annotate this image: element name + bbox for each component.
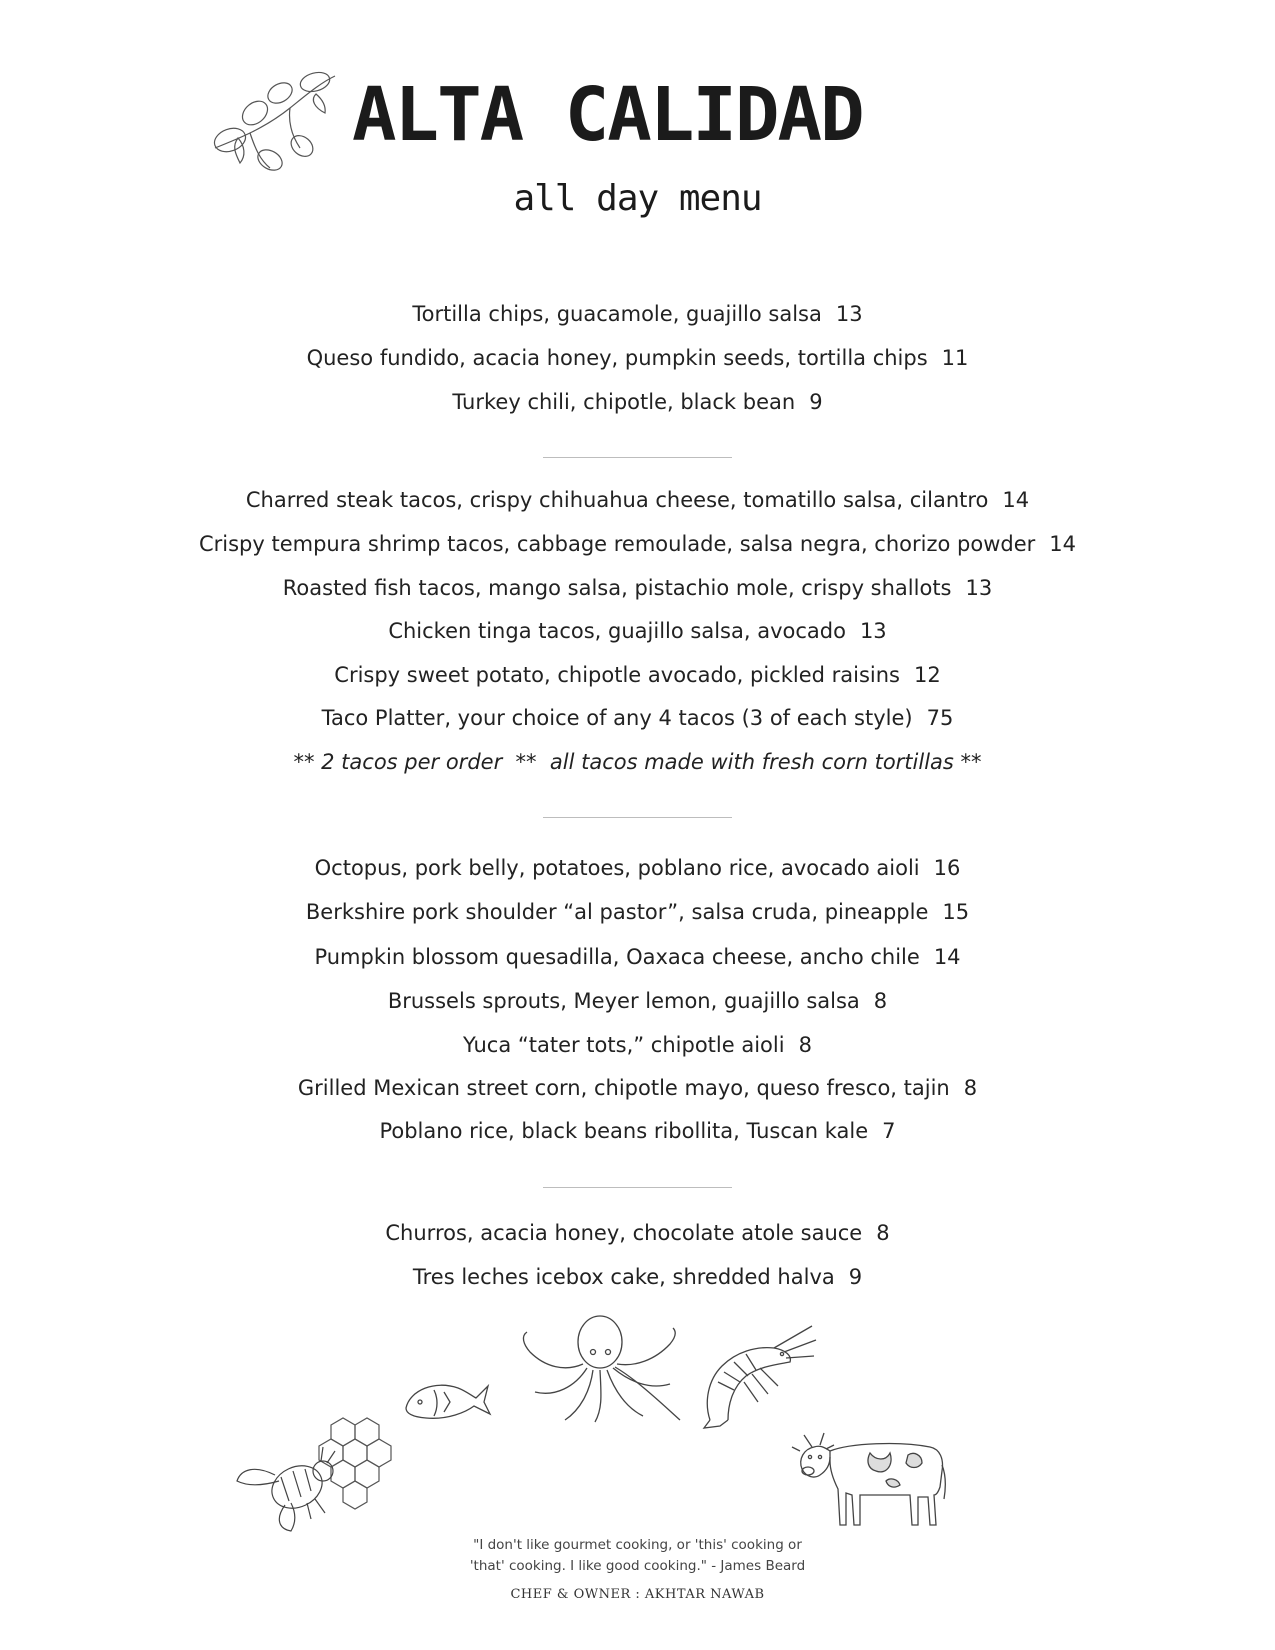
item-price: 13 — [835, 302, 863, 326]
restaurant-title: ALTA CALIDAD — [352, 72, 863, 158]
menu-item — [0, 532, 1275, 557]
item-price: 14 — [933, 945, 961, 969]
menu-item — [0, 488, 1275, 513]
fish-icon — [400, 1368, 492, 1424]
item-price: 15 — [942, 900, 970, 924]
item-name: Charred steak tacos, crispy chihuahua cheese, tomatillo salsa, cilantro — [245, 488, 989, 512]
item-name: Queso fundido, acacia honey, pumpkin seeds, tortilla chips — [306, 346, 928, 370]
quote-line: "I don't like gourmet cooking, or 'this' cooking or — [473, 1537, 802, 1553]
item-price: 75 — [926, 706, 954, 730]
leaf-sprig-icon — [210, 68, 340, 173]
menu-item — [0, 302, 1275, 327]
menu-item — [0, 900, 1275, 925]
menu-item — [0, 663, 1275, 688]
item-name: Crispy tempura shrimp tacos, cabbage remoulade, salsa negra, chorizo powder — [198, 532, 1036, 556]
menu-item — [0, 1221, 1275, 1246]
item-name: Roasted fish tacos, mango salsa, pistachio mole, crispy shallots — [282, 576, 952, 600]
taco-note: ** 2 tacos per order ** all tacos made with fresh corn tortillas ** — [293, 750, 982, 774]
shrimp-icon — [700, 1322, 818, 1430]
item-price: 9 — [848, 1265, 863, 1289]
item-name: Octopus, pork belly, potatoes, poblano rice, avocado aioli — [314, 856, 920, 880]
item-price: 8 — [873, 989, 888, 1013]
item-price: 7 — [882, 1119, 896, 1143]
menu-item — [0, 945, 1275, 970]
section-divider — [543, 817, 732, 818]
menu-item — [0, 619, 1275, 644]
cow-icon — [790, 1425, 948, 1533]
menu-item — [0, 706, 1275, 731]
menu-item — [0, 989, 1275, 1014]
menu-item — [0, 1076, 1275, 1101]
item-price: 13 — [859, 619, 887, 643]
menu-subtitle: all day menu — [513, 178, 762, 219]
item-price: 8 — [876, 1221, 890, 1245]
item-name: Churros, acacia honey, chocolate atole sauce — [385, 1221, 863, 1245]
item-name: Brussels sprouts, Meyer lemon, guajillo salsa — [387, 989, 860, 1013]
menu-item — [0, 346, 1275, 371]
menu-item — [0, 1033, 1275, 1058]
item-name: Berkshire pork shoulder “al pastor”, salsa cruda, pineapple — [305, 900, 929, 924]
item-name: Chicken tinga tacos, guajillo salsa, avocado — [388, 619, 846, 643]
bee-honeycomb-icon — [235, 1415, 393, 1533]
item-price: 8 — [798, 1033, 812, 1057]
item-price: 16 — [933, 856, 961, 880]
item-price: 13 — [965, 576, 993, 600]
item-name: Taco Platter, your choice of any 4 tacos (3 of each style) — [321, 706, 913, 730]
item-name: Tortilla chips, guacamole, guajillo salsa — [412, 302, 822, 326]
item-price: 9 — [809, 390, 823, 414]
item-name: Tres leches icebox cake, shredded halva — [412, 1265, 835, 1289]
item-name: Poblano rice, black beans ribollita, Tuscan kale — [379, 1119, 869, 1143]
footer-quote — [460, 1535, 815, 1577]
item-price: 12 — [913, 663, 941, 687]
item-name: Crispy sweet potato, chipotle avocado, pickled raisins — [334, 663, 900, 687]
item-name: Grilled Mexican street corn, chipotle mayo, queso fresco, tajin — [297, 1076, 950, 1100]
quote-line: 'that' cooking. I like good cooking." - James Beard — [469, 1557, 806, 1574]
item-name: Yuca “tater tots,” chipotle aioli — [463, 1033, 785, 1057]
menu-item — [0, 856, 1275, 881]
octopus-icon — [515, 1312, 685, 1427]
chef-credit: CHEF & OWNER : AKHTAR NAWAB — [510, 1587, 765, 1602]
section-divider — [543, 1187, 732, 1188]
item-name: Turkey chili, chipotle, black bean — [452, 390, 796, 414]
item-price: 14 — [1002, 488, 1030, 512]
menu-item — [0, 1265, 1275, 1290]
menu-item — [0, 1119, 1275, 1144]
section-divider — [543, 457, 732, 458]
item-price: 8 — [963, 1076, 978, 1100]
menu-item — [0, 576, 1275, 601]
item-price: 14 — [1049, 532, 1076, 556]
item-name: Pumpkin blossom quesadilla, Oaxaca cheese, ancho chile — [314, 945, 920, 969]
item-price: 11 — [941, 346, 969, 370]
menu-item — [0, 390, 1275, 415]
